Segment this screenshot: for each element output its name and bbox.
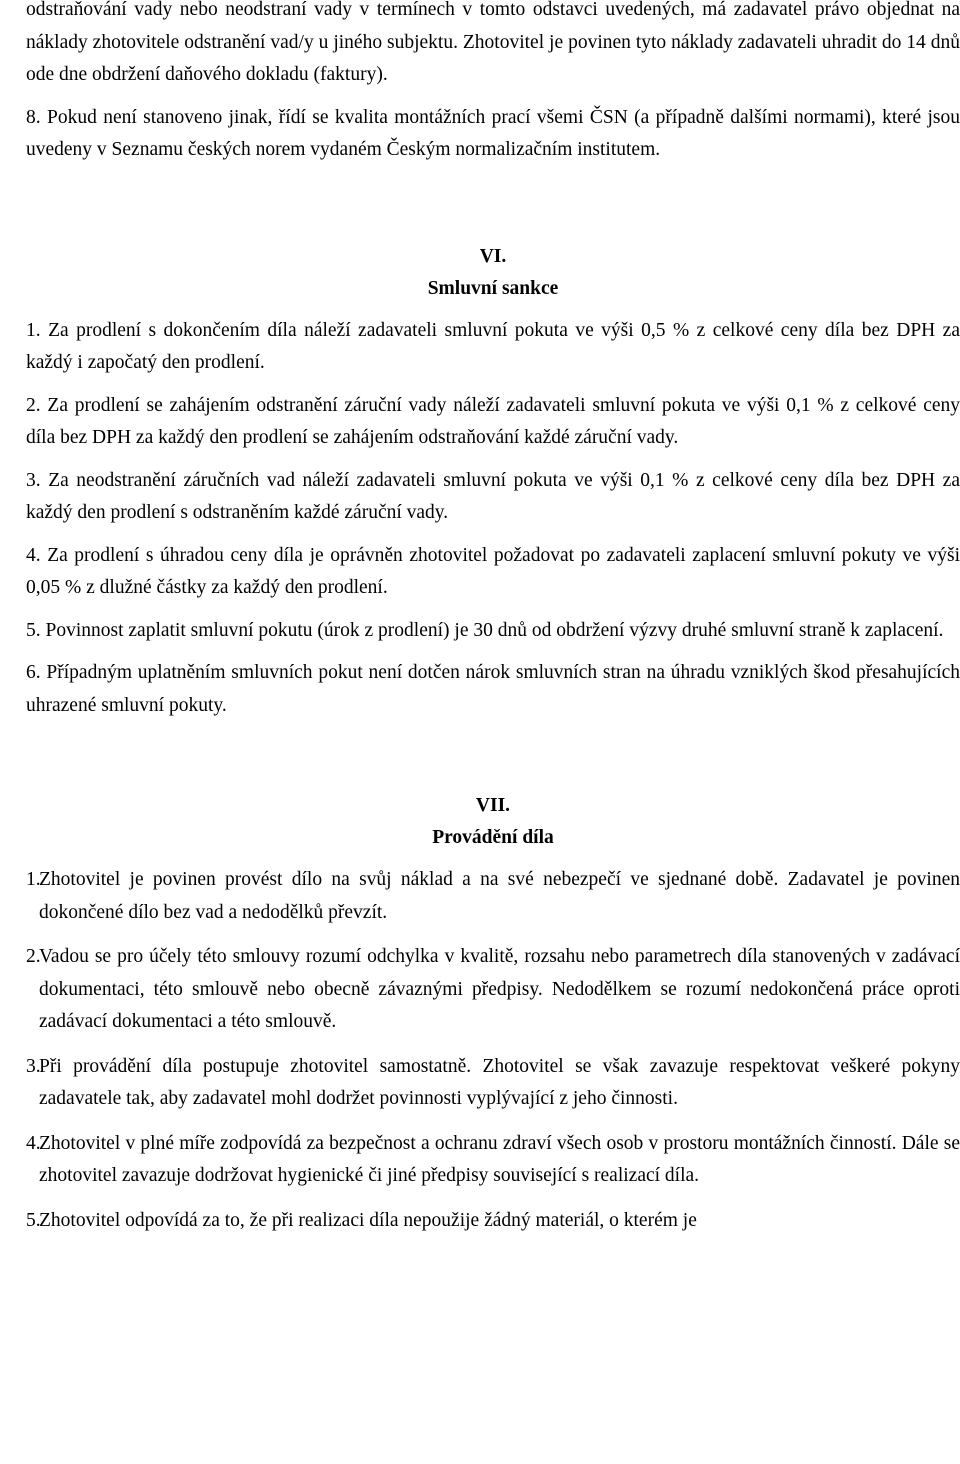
execution-item xyxy=(26,1205,960,1238)
item-text: Případným uplatněním smluvních pokut není dotčen nárok smluvních stran na úhradu vzniklých škod přesahujících uhrazené smluvní pokuty. xyxy=(26,662,960,716)
item-number: 5. xyxy=(26,619,41,641)
continued-paragraph: odstraňování vady nebo neodstraní vady v termínech v tomto odstavci uvedených, má zadavatel právo objednat na náklady zhotovitele odstranění vad/y u jiného subjektu. Zhotovitel je povinen tyto náklady zadavateli uhradit do 14 dnů ode dne obdržení daňového dokladu (faktury). xyxy=(26,0,960,85)
sanction-item xyxy=(26,615,960,648)
sanction-item xyxy=(26,390,960,455)
section-6-number: VI. xyxy=(479,245,507,267)
document-page xyxy=(26,0,960,1249)
item-text: Za prodlení s úhradou ceny díla je oprávněn zhotovitel požadovat po zadavateli zaplacení smluvní pokuty ve výši 0,05 % z dlužné částky za každý den prodlení. xyxy=(26,544,960,598)
item-number: 5. xyxy=(26,1209,41,1231)
sanction-item xyxy=(26,657,960,722)
item-number: 4. xyxy=(26,1132,41,1154)
item-text: Zhotovitel je povinen provést dílo na svůj náklad a na své nebezpečí ve sjednané době. Zadavatel je povinen dokončené dílo bez vad a nedodělků převzít. xyxy=(39,869,960,923)
item-number: 2. xyxy=(26,946,41,967)
item-text: Zhotovitel odpovídá za to, že při realizaci díla nepoužije žádný materiál, o kterém je xyxy=(39,1209,697,1231)
intro-item-8 xyxy=(26,102,960,167)
item-text: Vadou se pro účely této smlouvy rozumí odchylka v kvalitě, rozsahu nebo parametrech díla stanovených v zadávací dokumentaci, této smlouvě nebo obecně závaznými předpisy. Nedodělkem se rozumí nedokončená práce oproti zadávací dokumentaci a této smlouvě. xyxy=(39,946,960,1032)
item-text: Za neodstranění záručních vad náleží zadavateli smluvní pokuta ve výši 0,1 % z celkové ceny díla bez DPH za každý den prodlení s odstraněním každé záruční vady. xyxy=(26,469,960,523)
item-number: 1. xyxy=(26,869,41,890)
section-7-list xyxy=(26,864,960,1237)
execution-item xyxy=(26,941,960,1039)
execution-item xyxy=(26,1051,960,1116)
section-6-list xyxy=(26,315,960,723)
sanction-item xyxy=(26,465,960,530)
sanction-item xyxy=(26,540,960,605)
item-number: 4. xyxy=(26,544,41,566)
section-7-number: VII. xyxy=(475,795,511,816)
item-number: 1. xyxy=(26,319,41,341)
execution-item xyxy=(26,864,960,929)
item-number: 6. xyxy=(26,662,41,683)
item-text: Pokud není stanoveno jinak, řídí se kvalita montážních prací všemi ČSN (a případně dalšími normami), které jsou uvedeny v Seznamu českých norem vydaném Českým normalizačním institutem. xyxy=(26,106,960,160)
item-text: Za prodlení s dokončením díla náleží zadavateli smluvní pokuta ve výši 0,5 % z celkové ceny díla bez DPH za každý i započatý den prodlení. xyxy=(26,319,960,373)
section-6-title: Smluvní sankce xyxy=(427,277,559,299)
item-text: Při provádění díla postupuje zhotovitel samostatně. Zhotovitel se však zavazuje respektovat veškeré pokyny zadavatele tak, aby zadavatel mohl dodržet povinnosti vyplývající z jeho činnosti. xyxy=(39,1055,960,1109)
item-number: 2. xyxy=(26,394,41,416)
item-number: 3. xyxy=(26,1055,41,1077)
sanction-item xyxy=(26,315,960,380)
item-number: 3. xyxy=(26,469,41,491)
item-number: 8. xyxy=(26,106,41,128)
item-text: Povinnost zaplatit smluvní pokutu (úrok z prodlení) je 30 dnů od obdržení výzvy druhé smluvní straně k zaplacení. xyxy=(45,619,944,641)
section-7-title: Provádění díla xyxy=(432,827,554,848)
item-text: Zhotovitel v plné míře zodpovídá za bezpečnost a ochranu zdraví všech osob v prostoru montážních činností. Dále se zhotovitel zavazuje dodržovat hygienické či jiné předpisy související s realizací díla. xyxy=(39,1132,960,1186)
execution-item xyxy=(26,1128,960,1193)
item-text: Za prodlení se zahájením odstranění záruční vady náleží zadavateli smluvní pokuta ve výši 0,1 % z celkové ceny díla bez DPH za každý den prodlení se zahájením odstraňování každé záruční vady. xyxy=(26,394,960,448)
